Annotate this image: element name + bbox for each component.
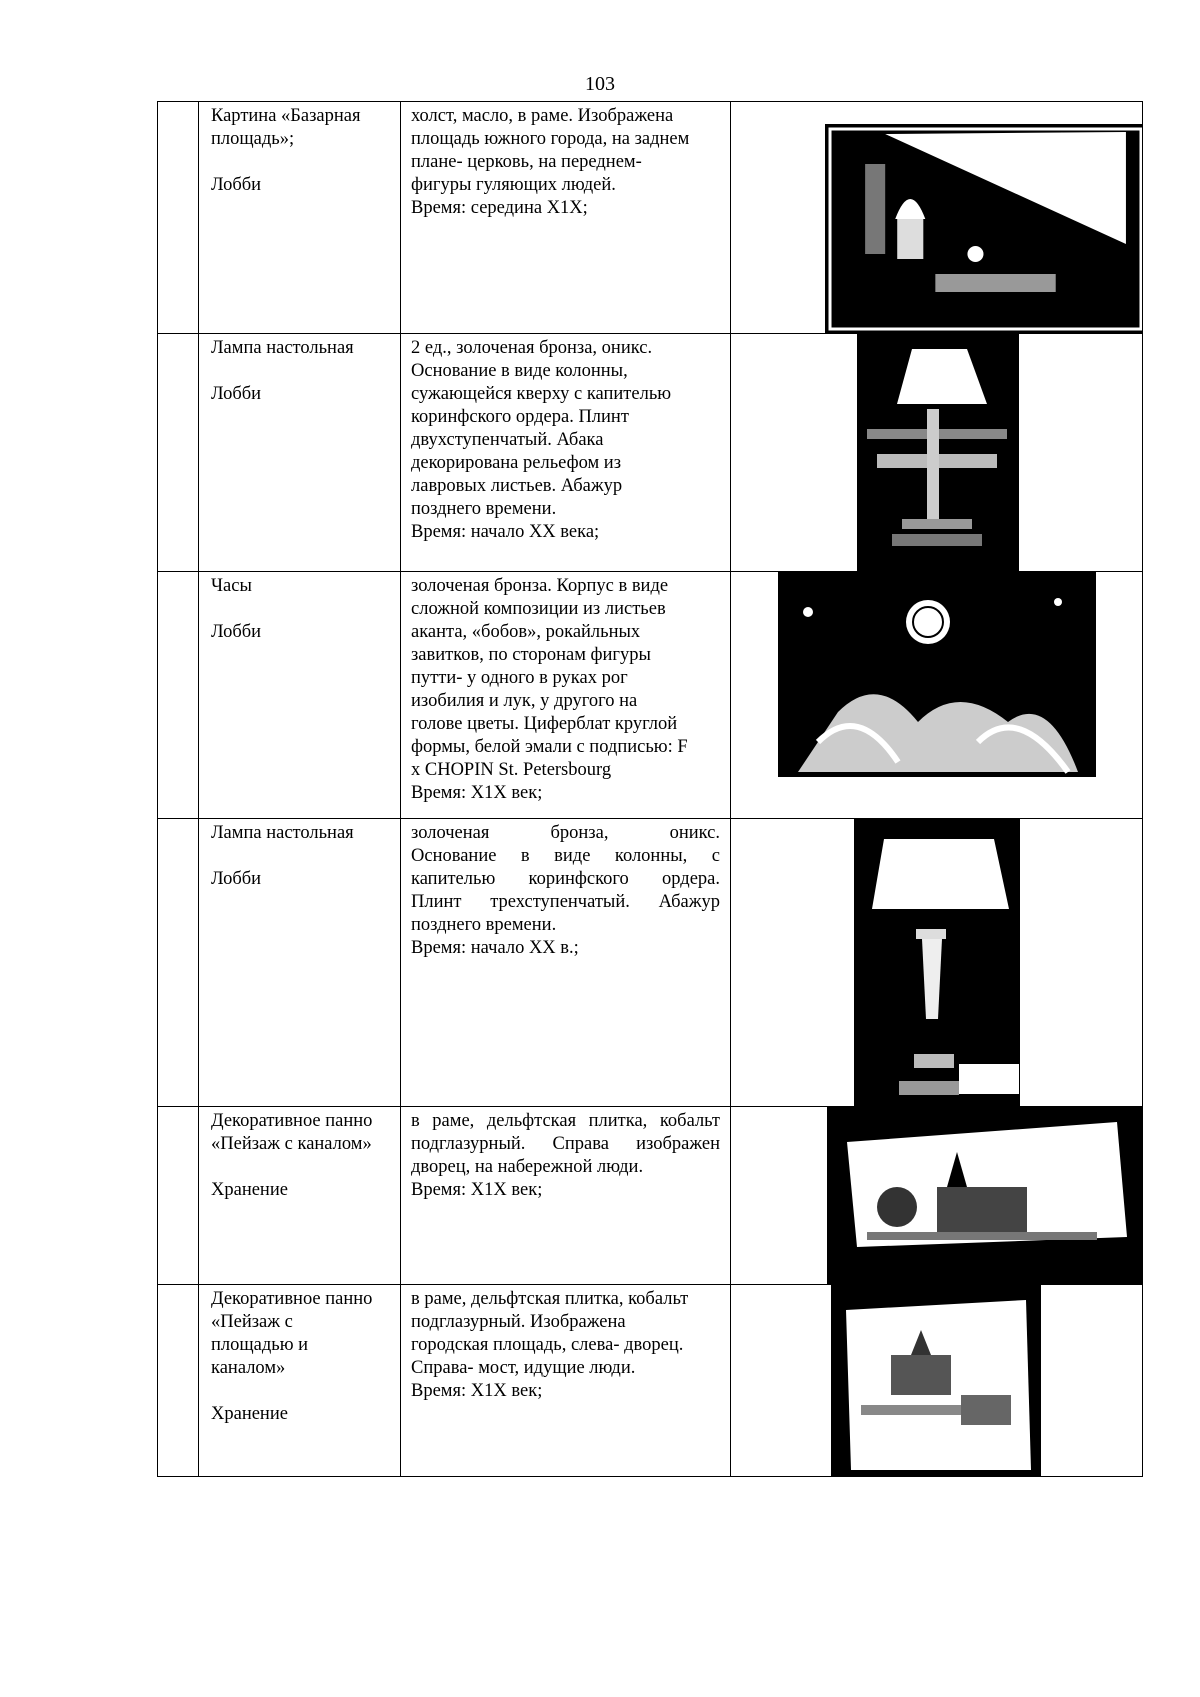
painting-photo [825, 124, 1143, 334]
item-name: площадью и [211, 1335, 309, 1355]
item-name: каналом» [211, 1358, 286, 1378]
item-description-cell [401, 1107, 731, 1285]
description-line: золоченая бронза. Корпус в виде [411, 576, 669, 596]
photo-cell [731, 334, 1143, 572]
number-cell [158, 572, 199, 819]
description-line: голове цветы. Циферблат круглой [411, 714, 678, 734]
description-line: 2 ед., золоченая бронза, оникс. [411, 338, 653, 358]
item-description-cell [401, 572, 731, 819]
clock-photo [778, 572, 1096, 786]
item-name-cell [199, 572, 401, 819]
description-line: x CHOPIN St. Petersbourg [411, 760, 612, 780]
item-location: Лобби [211, 622, 262, 642]
description-line: Основание в виде колонны, с [411, 846, 720, 866]
description-line: плане- церковь, на переднем- [411, 152, 642, 172]
item-name: Лампа настольная [211, 338, 354, 358]
item-name: Лампа настольная [211, 823, 354, 843]
item-name-cell [199, 334, 401, 572]
description-line: холст, масло, в раме. Изображена [411, 106, 674, 126]
description-line: позднего времени. [411, 499, 557, 519]
description-line: Справа- мост, идущие люди. [411, 1358, 636, 1378]
description-line: Время: Х1Х век; [411, 1180, 543, 1200]
table-row [158, 572, 1143, 819]
description-line: декорирована рельефом из [411, 453, 622, 473]
photo-cell [731, 572, 1143, 819]
item-location: Лобби [211, 384, 262, 404]
description-line: дворец, на набережной люди. [411, 1157, 644, 1177]
photo-cell [731, 102, 1143, 334]
item-description-cell [401, 102, 731, 334]
description-line: Основание в виде колонны, [411, 361, 628, 381]
description-line: сложной композиции из листьев [411, 599, 666, 619]
description-line: завитков, по сторонам фигуры [411, 645, 651, 665]
item-location: Хранение [211, 1180, 288, 1200]
inventory-table [157, 101, 1143, 1477]
item-name-cell [199, 102, 401, 334]
lamp-photo [854, 819, 1020, 1107]
description-line: Время: Х1Х век; [411, 783, 543, 803]
item-name: Декоративное панно [211, 1111, 373, 1131]
description-line: изобилия и лук, у другого на [411, 691, 638, 711]
description-line: городская площадь, слева- дворец. [411, 1335, 684, 1355]
tile-panel-photo [827, 1107, 1143, 1285]
item-location: Хранение [211, 1404, 288, 1424]
description-line: в раме, дельфтская плитка, кобальт [411, 1111, 720, 1131]
description-line: золоченая бронза, оникс. [411, 823, 720, 843]
description-line: в раме, дельфтская плитка, кобальт [411, 1289, 689, 1309]
description-line: подглазурный. Изображена [411, 1312, 626, 1332]
description-line: лавровых листьев. Абажур [411, 476, 623, 496]
table-row [158, 1107, 1143, 1285]
table-row [158, 334, 1143, 572]
number-cell [158, 334, 199, 572]
table-row [158, 1285, 1143, 1477]
photo-cell [731, 1107, 1143, 1285]
description-line: Плинт трехступенчатый. Абажур [411, 892, 720, 912]
item-name-cell [199, 1285, 401, 1477]
number-cell [158, 819, 199, 1107]
tile-panel-photo [831, 1285, 1041, 1477]
item-name: «Пейзаж с каналом» [211, 1134, 372, 1154]
item-location: Лобби [211, 175, 262, 195]
description-line: фигуры гуляющих людей. [411, 175, 616, 195]
table-row [158, 102, 1143, 334]
photo-cell [731, 819, 1143, 1107]
item-name: «Пейзаж с [211, 1312, 293, 1332]
number-cell [158, 1285, 199, 1477]
number-cell [158, 102, 199, 334]
lamp-photo [857, 334, 1019, 572]
description-line: площадь южного города, на заднем [411, 129, 690, 149]
description-line: формы, белой эмали с подписью: F [411, 737, 688, 757]
description-line: сужающейся кверху с капителью [411, 384, 672, 404]
table-row [158, 819, 1143, 1107]
description-line: Время: начало ХХ века; [411, 522, 600, 542]
description-line: капителью коринфского ордера. [411, 869, 720, 889]
page-number: 103 [585, 73, 615, 95]
description-line: Время: середина Х1Х; [411, 198, 588, 218]
description-line: Время: Х1Х век; [411, 1381, 543, 1401]
number-cell [158, 1107, 199, 1285]
description-line: Время: начало ХХ в.; [411, 938, 579, 958]
item-description-cell [401, 1285, 731, 1477]
item-name: Часы [211, 576, 252, 596]
description-line: путти- у одного в руках рог [411, 668, 628, 688]
item-name: Декоративное панно [211, 1289, 373, 1309]
item-description-cell [401, 819, 731, 1107]
item-name: Картина «Базарная [211, 106, 361, 126]
photo-cell [731, 1285, 1143, 1477]
description-line: позднего времени. [411, 915, 557, 935]
description-line: двухступенчатый. Абака [411, 430, 604, 450]
description-line: подглазурный. Справа изображен [411, 1134, 720, 1154]
item-description-cell [401, 334, 731, 572]
description-line: коринфского ордера. Плинт [411, 407, 629, 427]
item-name-cell [199, 1107, 401, 1285]
description-line: аканта, «бобов», рокайльных [411, 622, 641, 642]
item-name-cell [199, 819, 401, 1107]
item-name: площадь»; [211, 129, 295, 149]
item-location: Лобби [211, 869, 262, 889]
